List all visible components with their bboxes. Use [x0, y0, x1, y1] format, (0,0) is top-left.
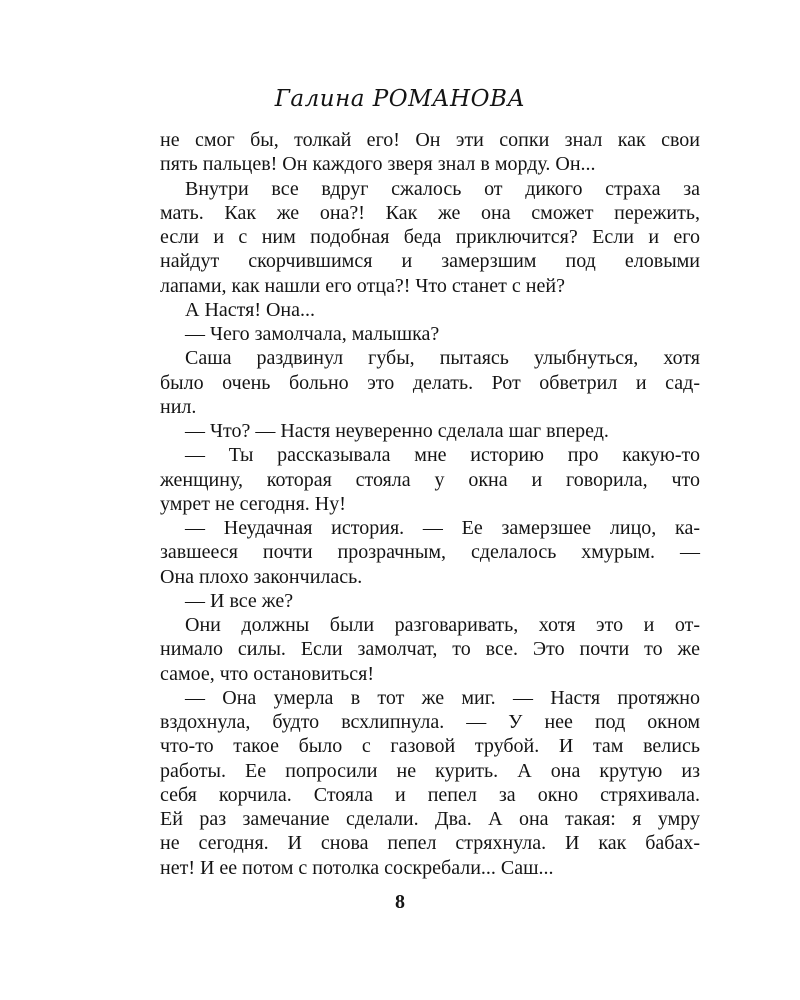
- text-line: Она плохо закончилась.: [160, 565, 363, 588]
- text-line: нет! И ее потом с потолка соскребали... Саш...: [160, 856, 554, 879]
- text-line: работы. Ее попросили не курить. А она крутую из: [160, 759, 700, 782]
- text-line: — Она умерла в тот же миг. — Настя протяжно: [185, 686, 700, 709]
- text-line: не смог бы, толкай его! Он эти сопки знал как свои: [160, 129, 700, 151]
- text-line: если и с ним подобная беда приключится? Если и его: [160, 226, 700, 248]
- page-number: 8: [395, 891, 405, 913]
- text-line: — И все же?: [185, 589, 294, 612]
- text-line: было очень больно это делать. Рот обветрил и сад-: [160, 371, 700, 394]
- text-line: вздохнула, будто всхлипнула. — У нее под окном: [160, 711, 700, 733]
- text-line: — Что? — Настя неуверенно сделала шаг вперед.: [185, 420, 609, 442]
- text-line: завшееся почти прозрачным, сделалось хмурым. —: [160, 541, 700, 564]
- text-line: пять пальцев! Он каждого зверя знал в морду. Он...: [160, 153, 596, 176]
- text-line: Они должны были разговаривать, хотя это и от-: [185, 614, 700, 636]
- text-line: себя корчила. Стояла и пепел за окно стряхивала.: [160, 783, 700, 806]
- text-line: Ей раз замечание сделали. Два. А она такая: я умру: [160, 808, 700, 830]
- text-line: — Неудачная история. — Ее замерзшее лицо, ка-: [185, 517, 700, 539]
- text-line: женщину, которая стояла у окна и говорила, что: [160, 468, 700, 491]
- text-line: мать. Как же она?! Как же она сможет пережить,: [160, 201, 700, 224]
- text-line: — Чего замолчала, малышка?: [185, 323, 440, 345]
- text-line: Внутри все вдруг сжалось от дикого страха за: [185, 177, 700, 200]
- text-line: нимало силы. Если замолчат, то все. Это почти то же: [160, 638, 700, 661]
- text-line: А Настя! Она...: [185, 298, 315, 321]
- text-line: не сегодня. И снова пепел стряхнула. И как бабах-: [160, 832, 700, 855]
- text-line: — Ты рассказывала мне историю про какую-то: [185, 444, 700, 467]
- text-line: Саша раздвинул губы, пытаясь улыбнуться, хотя: [185, 347, 700, 370]
- text-line: умрет не сегодня. Ну!: [160, 492, 346, 515]
- body-text: [160, 128, 700, 880]
- text-line: нил.: [160, 395, 197, 418]
- text-line: что-то такое было с газовой трубой. И там велись: [160, 735, 700, 758]
- text-line: самое, что остановиться!: [160, 662, 374, 685]
- text-line: лапами, как нашли его отца?! Что станет с ней?: [160, 274, 565, 297]
- running-header-author: Галина РОМАНОВА: [274, 86, 526, 112]
- text-line: найдут скорчившимся и замерзшим под еловыми: [160, 250, 700, 273]
